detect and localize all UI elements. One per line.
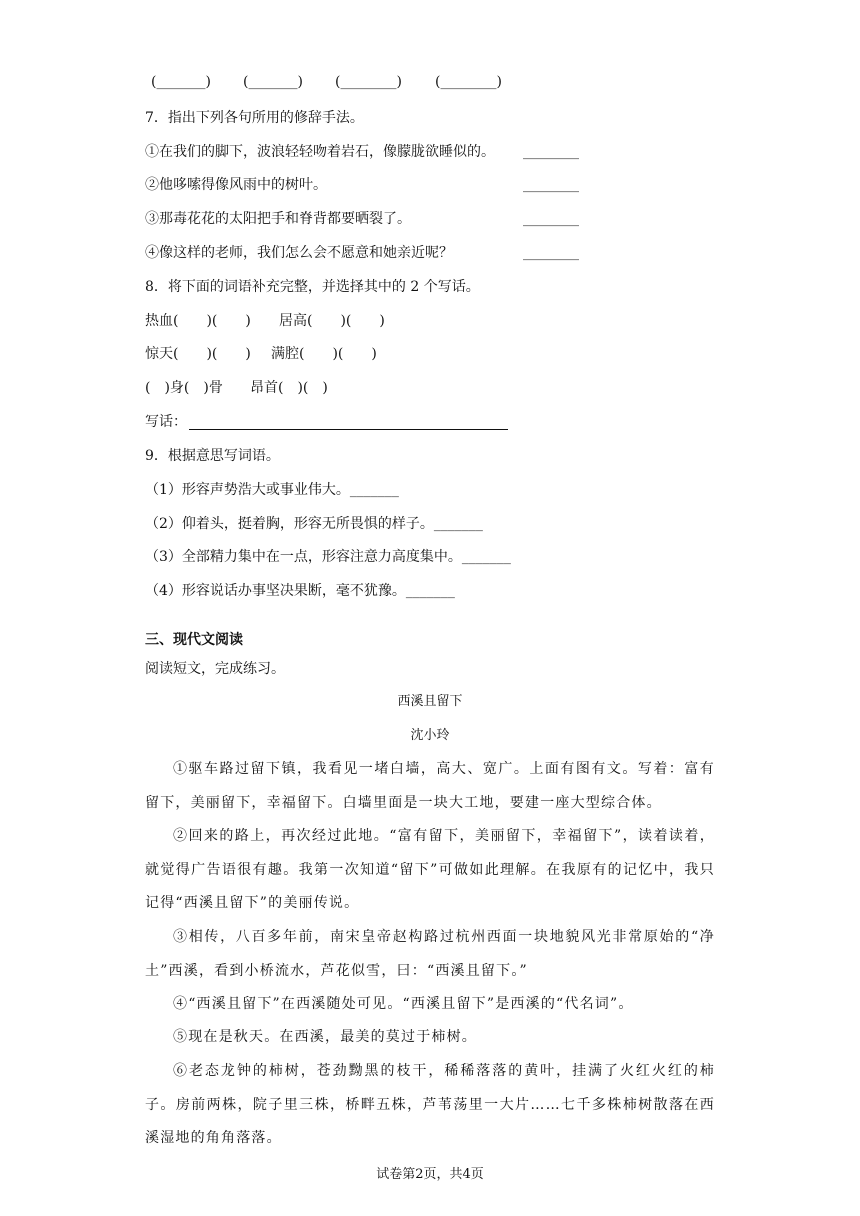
q9-item-1: （1）形容声势浩大或事业伟大。_______	[145, 482, 399, 498]
section-instruction: 阅读短文，完成练习。	[145, 661, 285, 677]
article-paragraph: ③相传，八百多年前，南宋皇帝赵构路过杭州西面一块地貌风光非常原始的“净土”西溪，看到小桥流水，芦花似雪，曰：“西溪且留下。”	[145, 929, 715, 979]
question-8-title: 8．将下面的词语补充完整，并选择其中的 2 个写话。	[145, 279, 480, 295]
article-paragraph: ②回来的路上，再次经过此地。“富有留下，美丽留下，幸福留下”，读着读着，就觉得广告语很有趣。我第一次知道“留下”可做如此理解。在我原有的记忆中，我只记得“西溪且留下”的美丽传说。	[145, 828, 715, 911]
q9-item-2: （2）仰着头，挺着胸，形容无所畏惧的样子。_______	[145, 516, 483, 532]
q8-word: 热血( )( )	[145, 313, 251, 329]
q8-word: ( )身( )骨	[145, 380, 223, 396]
article-paragraph: ⑥老态龙钟的柿树，苍劲黝黑的枝干，稀稀落落的黄叶，挂满了火红火红的柿子。房前两株，院子里三株，桥畔五株，芦苇荡里一大片……七千多株柿树散落在西溪湿地的角角落落。	[145, 1063, 715, 1146]
article-paragraph: ①驱车路过留下镇，我看见一堵白墙，高大、宽广。上面有图有文。写着：富有留下，美丽留下，幸福留下。白墙里面是一块大工地，要建一座大型综合体。	[145, 761, 715, 811]
q9-item-4: （4）形容说话办事坚决果断，毫不犹豫。_______	[145, 583, 455, 599]
paren-blank: (________)	[335, 74, 402, 90]
q8-word: 居高( )( )	[279, 313, 385, 329]
paren-blank: (_______)	[243, 74, 303, 90]
q7-item-1: ①在我们的脚下，波浪轻轻吻着岩石，像朦胧欲睡似的。	[145, 144, 495, 160]
q7-blank-2: ________	[523, 177, 579, 193]
q9-item-3: （3）全部精力集中在一点，形容注意力高度集中。_______	[145, 549, 511, 565]
page-footer: 试卷第2页，共4页	[376, 1167, 484, 1182]
paren-blank: (_______)	[151, 74, 211, 90]
q8-word: 满腔( )( )	[271, 346, 377, 362]
q8-write-line	[189, 413, 508, 430]
q8-word: 昂首( )( )	[250, 380, 328, 396]
article-title: 西溪且留下	[397, 694, 463, 709]
q7-item-2: ②他哆嗦得像风雨中的树叶。	[145, 177, 327, 193]
article-author: 沈小玲	[410, 728, 450, 743]
q7-blank-1: ________	[523, 144, 579, 160]
paren-blank: (________)	[435, 74, 502, 90]
q7-item-4: ④像这样的老师，我们怎么会不愿意和她亲近呢？	[145, 245, 453, 261]
q7-blank-3: ________	[523, 211, 579, 227]
section-heading: 三、现代文阅读	[145, 632, 243, 648]
q8-write-label: 写话：	[145, 414, 187, 430]
article-paragraph: ⑤现在是秋天。在西溪，最美的莫过于柿树。	[173, 1029, 477, 1045]
q7-item-3: ③那毒花花的太阳把手和脊背都要晒裂了。	[145, 211, 411, 227]
q7-blank-4: ________	[523, 245, 579, 261]
question-9-title: 9．根据意思写词语。	[145, 448, 280, 464]
article-paragraph: ④“西溪且留下”在西溪随处可见。“西溪且留下”是西溪的“代名词”。	[173, 996, 634, 1012]
question-7-title: 7．指出下列各句所用的修辞手法。	[145, 110, 364, 126]
q8-word: 惊天( )( )	[145, 346, 251, 362]
